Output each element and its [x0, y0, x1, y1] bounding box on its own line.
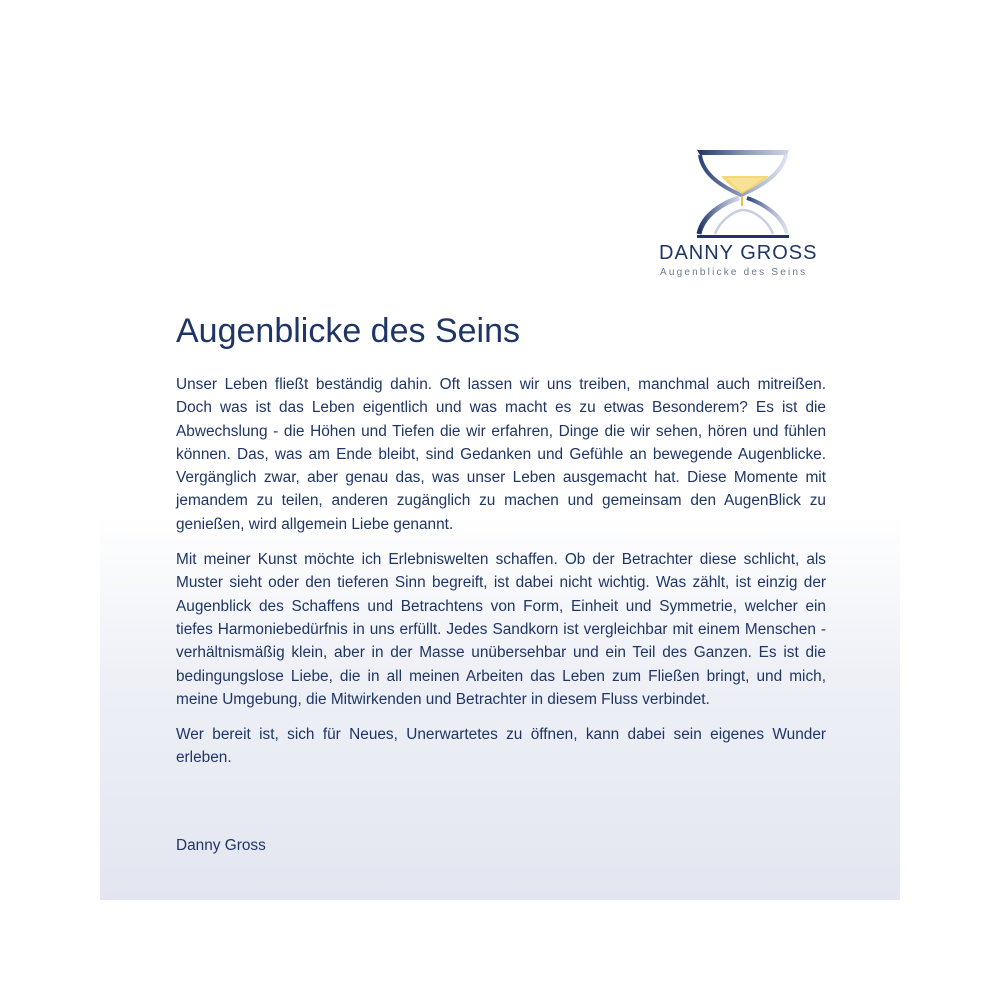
paragraph-2: Mit meiner Kunst möchte ich Erlebniswelten schaffen. Ob der Betrachter diese schlicht, als Muster sieht oder den tieferen Sinn begreift, ist dabei nicht wichtig. Was zählt, ist einzig der Augenblick des Schaffens und Betrachtens von Form, Einheit und Symmetrie, welcher ein tiefes Harmoniebedürfnis in uns erfüllt. Jedes Sandkorn ist vergleichbar mit einem Menschen - verhältnismäßig klein, aber in der Masse unübersehbar und ein Teil des Ganzen. Es ist die bedingungslose Liebe, die in all meinen Arbeiten das Leben zum Fließen bringt, und mich, meine Umgebung, die Mitwirkenden und Betrachter in diesem Fluss verbindet.	[176, 551, 826, 708]
brand-name: DANNY GROSS	[659, 242, 818, 264]
page-title: Augenblicke des Seins	[176, 312, 521, 350]
brand-logo	[645, 148, 835, 278]
paragraph-3: Wer bereit ist, sich für Neues, Unerwartetes zu öffnen, kann dabei sein eigenes Wunder erleben.	[176, 726, 826, 767]
body-text	[176, 373, 826, 782]
signature: Danny Gross	[176, 837, 266, 854]
hourglass-icon	[695, 148, 791, 240]
paragraph-1: Unser Leben fließt beständig dahin. Oft lassen wir uns treiben, manchmal auch mitreißen. Doch was ist das Leben eigentlich und was macht es zu etwas Besonderem? Es ist die Abwechslung - die Höhen und Tiefen die wir erfahren, Dinge die wir sehen, hören und fühlen können. Das, was am Ende bleibt, sind Gedanken und Gefühle an bewegende Augenblicke. Vergänglich zwar, aber genau das, was unser Leben ausgemacht hat. Diese Momente mit jemandem zu teilen, anderen zugänglich zu machen und gemeinsam den AugenBlick zu genießen, wird allgemein Liebe genannt.	[176, 376, 826, 533]
brand-tagline: Augenblicke des Seins	[660, 267, 808, 278]
